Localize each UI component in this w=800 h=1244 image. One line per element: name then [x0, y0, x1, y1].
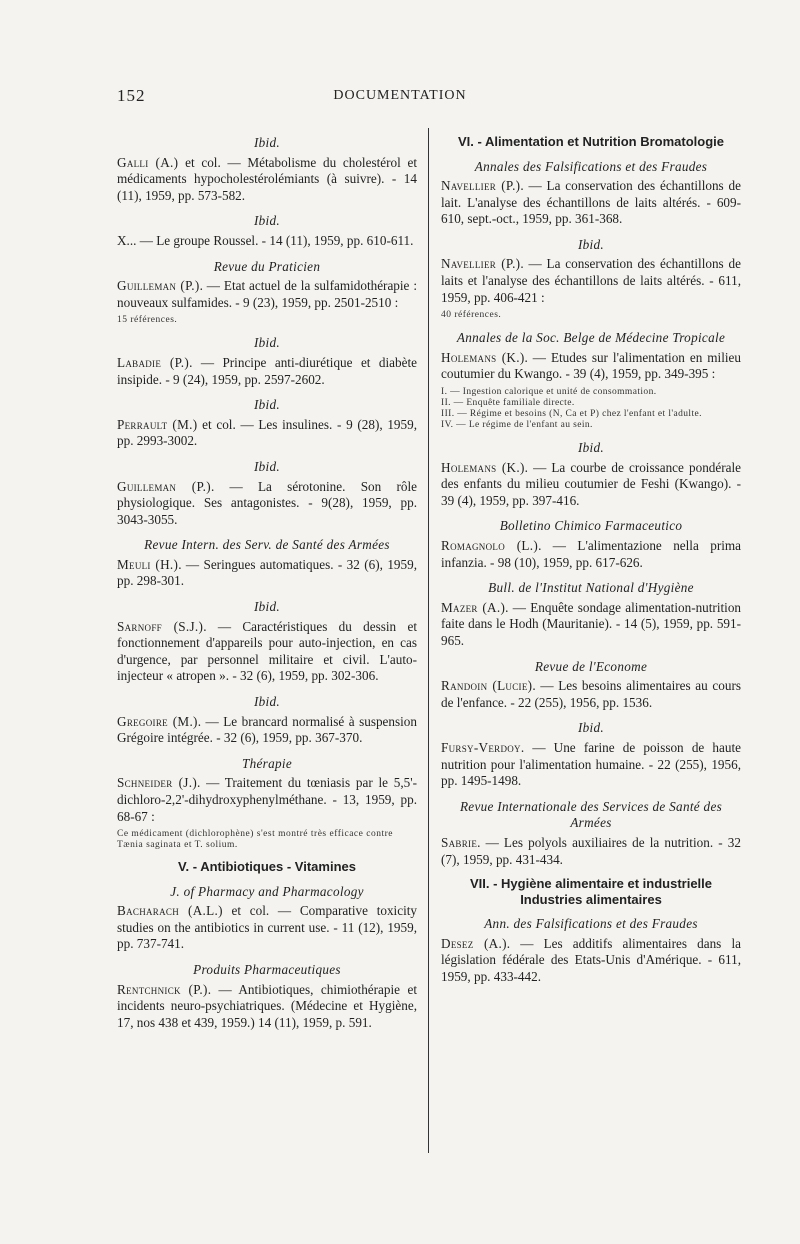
- entry-text: . — La sérotonine. Son rôle physiologique. Ses antagonistes. - 9(28), 1959, pp. 3043-3055.: [117, 478, 417, 527]
- bibliography-entry: [441, 178, 741, 228]
- journal-source: Revue Internationale des Services de Santé des Armées: [459, 798, 723, 831]
- entry-author: Holemans (K.): [441, 459, 525, 475]
- entry-author: Holemans (K.): [441, 349, 525, 365]
- entry-author: Sabrie: [441, 834, 478, 850]
- journal-source: Ibid.: [253, 599, 281, 615]
- right-column: [441, 126, 741, 989]
- journal-source: Revue Intern. des Serv. de Santé des Armées: [144, 537, 390, 553]
- section-heading: VI. - Alimentation et Nutrition Bromatologie: [457, 134, 725, 149]
- entry-text: . — Le brancard normalisé à suspension Grégoire intégrée. - 32 (6), 1959, pp. 367-370.: [117, 713, 417, 746]
- journal-source: Ibid.: [577, 236, 605, 252]
- entry-author: Labadie (P.): [117, 354, 190, 370]
- entry-author: Bacharach (A.L.): [117, 903, 223, 919]
- entry-author: Sarnoff (S.J.): [117, 618, 204, 634]
- bibliography-entry: [117, 557, 417, 590]
- journal-source: Revue de l'Econome: [534, 658, 648, 674]
- left-column: [117, 126, 417, 1035]
- entry-text: . — Etat actuel de la sulfamidothérapie : nouveaux sulfamides. - 9 (23), 1959, pp. 2501-2510 :: [117, 278, 417, 310]
- bibliography-entry: [117, 155, 417, 205]
- list-item: I. — Ingestion calorique et unité de consommation.: [441, 387, 657, 398]
- entry-author: Gregoire (M.): [117, 713, 198, 729]
- entry-text: . — Seringues automatiques. - 32 (6), 1959, pp. 298-301.: [117, 556, 417, 589]
- journal-source: Ann. des Falsifications et des Fraudes: [484, 916, 698, 932]
- bibliography-entry: [441, 460, 741, 510]
- entry-text: . — La conservation des échantillons de laits et l'analyse des échantillons de laits altérés. - 611, 1959, pp. 406-421 :: [441, 256, 741, 305]
- journal-source: Ibid.: [253, 458, 281, 474]
- entry-author: Perrault (M.): [117, 416, 198, 432]
- bibliography-entry: [117, 417, 417, 450]
- running-title: DOCUMENTATION: [333, 88, 467, 103]
- bibliography-entry: [441, 678, 741, 711]
- journal-source: Annales des Falsifications et des Fraudes: [474, 158, 708, 174]
- entry-note: 15 références.: [117, 315, 178, 326]
- bibliography-entry: [441, 835, 741, 868]
- journal-source: Ibid.: [577, 720, 605, 736]
- bibliography-entry: [117, 233, 417, 250]
- bibliography-entry: [441, 740, 741, 790]
- entry-text: et col. — Métabolisme du cholestérol et médicaments hypocholestérolémiants (à suivre). - 14 (11), 1959, pp. 573-582.: [117, 154, 418, 203]
- journal-source: Ibid.: [253, 397, 281, 413]
- entry-author: Randoin (Lucie): [441, 678, 533, 694]
- list-item: IV. — Le régime de l'enfant au sein.: [441, 420, 593, 431]
- bibliography-entry: [117, 982, 417, 1032]
- journal-source: Ibid.: [253, 213, 281, 229]
- entry-text: et col. — Comparative toxicity studies on the antibiotics in current use. - 11 (12), 1959, pp. 737-741.: [117, 903, 417, 952]
- journal-source: Bolletino Chimico Farmaceutico: [499, 518, 683, 534]
- entry-author: Desez (A.): [441, 935, 507, 951]
- entry-author: Guilleman (P.): [117, 278, 200, 294]
- bibliography-entry: [117, 619, 417, 685]
- entry-text: . — Etudes sur l'alimentation en milieu coutumier du Kwango. - 39 (4), 1959, pp. 349-395 :: [441, 349, 741, 382]
- bibliography-entry: [441, 538, 741, 571]
- journal-source: J. of Pharmacy and Pharmacology: [170, 883, 364, 899]
- journal-source: Revue du Praticien: [213, 258, 321, 274]
- entry-text: . — Les besoins alimentaires au cours de l'enfance. - 22 (255), 1956, pp. 1536.: [441, 678, 741, 710]
- journal-source: Ibid.: [253, 335, 281, 351]
- entry-text: . — Une farine de poisson de haute nutrition pour l'alimentation humaine. - 22 (255), 1956, pp. 1495-1498.: [441, 739, 741, 789]
- entry-author: Romagnolo (L.): [441, 538, 539, 553]
- bibliography-entry: [117, 278, 417, 311]
- entry-text: . — Les polyols auxiliaires de la nutrition. - 32 (7), 1959, pp. 431-434.: [441, 834, 741, 867]
- entry-text: X... — Le groupe Roussel. - 14 (11), 1959, pp. 610-611.: [117, 232, 414, 248]
- entry-note: 40 références.: [441, 310, 502, 321]
- entry-author: Navellier (P.): [441, 178, 521, 194]
- section-heading: VII. - Hygiène alimentaire et industrielle Industries alimentaires: [469, 876, 713, 907]
- entry-author: Rentchnick (P.): [117, 981, 208, 997]
- entry-author: Meuli (H.): [117, 556, 179, 572]
- bibliography-entry: [441, 256, 741, 306]
- journal-source: Annales de la Soc. Belge de Médecine Tropicale: [456, 330, 726, 346]
- entry-text: et col. — Les insulines. - 9 (28), 1959, pp. 2993-3002.: [117, 416, 418, 449]
- entry-text: . — La conservation des échantillons de lait. L'analyse des échantillons de laits altérés. - 609-610, sept.-oct., 1959, pp. 361-368.: [441, 178, 741, 227]
- entry-text: . — La courbe de croissance pondérale des enfants du milieu coutumier de Feshi (Kwango). - 39 (4), 1959, pp. 397-416.: [441, 459, 741, 508]
- journal-source: Ibid.: [253, 135, 281, 150]
- bibliography-entry: [117, 355, 417, 388]
- section-heading: V. - Antibiotiques - Vitamines: [178, 859, 356, 875]
- entry-author: Guilleman (P.): [117, 478, 211, 494]
- journal-source: Ibid.: [577, 440, 605, 456]
- journal-source: Ibid.: [253, 694, 281, 710]
- entry-text: . — Les additifs alimentaires dans la législation fédérale des Etats-Unis d'Amérique. - 611, 1959, pp. 433-442.: [441, 935, 741, 984]
- entry-text: . — Principe anti-diurétique et diabète insipide. - 9 (24), 1959, pp. 2597-2602.: [117, 354, 417, 387]
- bibliography-entry: [117, 714, 417, 747]
- bibliography-entry: [441, 350, 741, 383]
- bibliography-entry: [441, 600, 741, 650]
- bibliography-entry: [117, 479, 417, 529]
- entry-author: Galli (A.): [117, 154, 179, 170]
- entry-author: Navellier (P.): [441, 256, 521, 272]
- entry-text: . — L'alimentazione nella prima infanzia. - 98 (10), 1959, pp. 617-626.: [441, 538, 742, 570]
- journal-source: Bull. de l'Institut National d'Hygiène: [488, 580, 694, 596]
- entry-author: Fursy-Verdoy: [441, 739, 521, 755]
- list-item: III. — Régime et besoins (N, Ca et P) chez l'enfant et l'adulte.: [441, 409, 702, 420]
- journal-source: Produits Pharmaceutiques: [193, 962, 341, 978]
- list-item: II. — Enquête familiale directe.: [441, 398, 575, 409]
- entry-text: . — Enquête sondage alimentation-nutrition faite dans le Hodh (Mauritanie). - 14 (5), 1959, pp. 591-965.: [441, 599, 742, 648]
- entry-text: . — Caractéristiques du dessin et fonctionnement d'appareils pour auto-injection, en cas d'urgence, par personnel militaire et civil. L'auto-injecteur « atropen ». - 32 (6), 1959, pp. 302-306.: [117, 618, 417, 684]
- entry-author: Schneider (J.): [117, 775, 198, 791]
- journal-source: Thérapie: [241, 755, 293, 771]
- entry-notes-list: [441, 387, 741, 431]
- column-divider: [428, 128, 429, 1153]
- entry-text: . — Antibiotiques, chimiothérapie et incidents neuro-psychiatriques. (Médecine et Hygiène, 17, nos 438 et 439, 1959.) 14 (11), 1959, p. 591.: [117, 981, 417, 1030]
- entry-author: Mazer (A.): [441, 599, 506, 615]
- bibliography-entry: [117, 775, 417, 825]
- entry-text: . — Traitement du tœniasis par le 5,5'-dichloro-2,2'-dihydroxyphenylméthane. - 13, 1959, pp. 68-67 :: [117, 775, 418, 824]
- page-number: 152: [117, 86, 146, 105]
- bibliography-entry: [441, 936, 741, 986]
- entry-note: Ce médicament (dichlorophène) s'est montré très efficace contre Tænia saginata et T. solium.: [117, 829, 393, 851]
- bibliography-entry: [117, 903, 417, 953]
- page-header: [0, 86, 800, 108]
